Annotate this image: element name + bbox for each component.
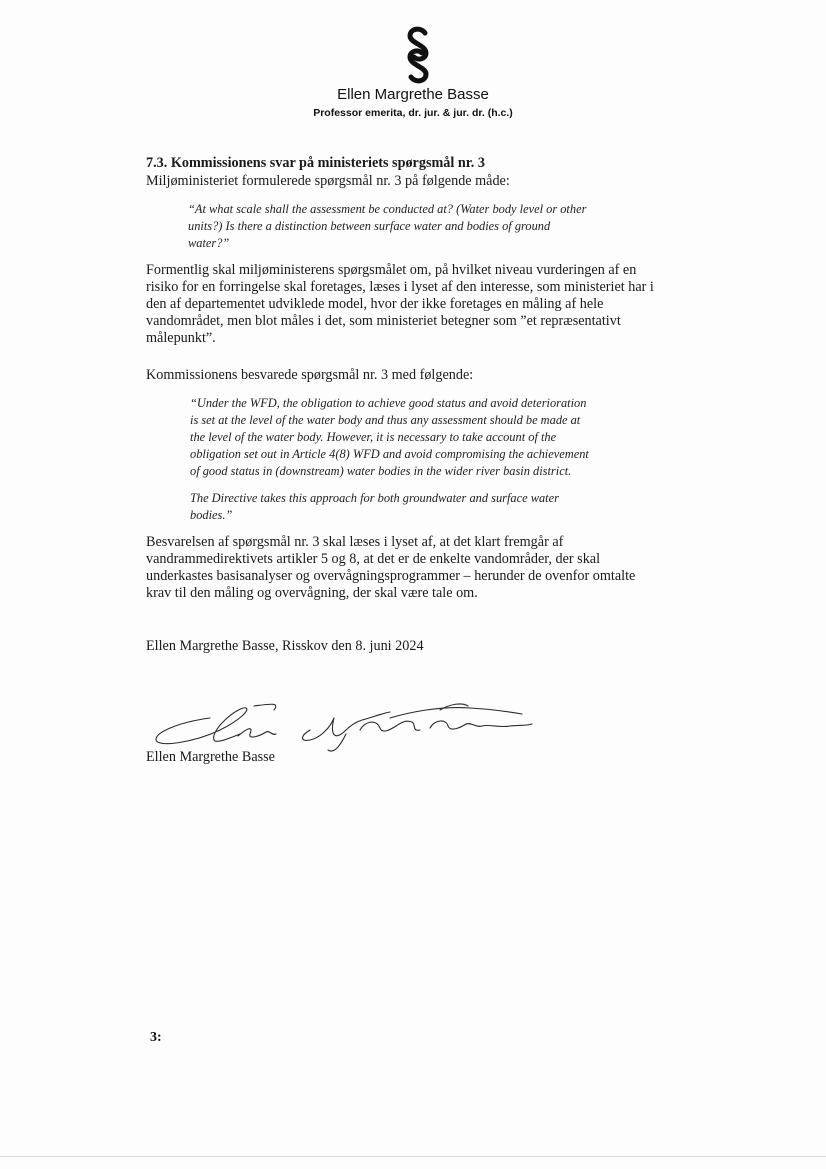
page-number: 3: <box>150 1030 162 1045</box>
para1-line: risiko for en forringelse skal foretages, læses i lyset af den interesse, som ministeriet har i <box>146 279 654 295</box>
letterhead-name: Ellen Margrethe Basse <box>337 86 489 103</box>
quote2-line: the level of the water body. However, it is necessary to take account of the <box>190 430 557 444</box>
quote3-line: bodies.” <box>190 508 233 522</box>
para1-line: den af departementet udviklede model, hvor der ikke foretages en måling af hele <box>146 296 604 312</box>
handwritten-signature <box>150 700 540 756</box>
letterhead-title: Professor emerita, dr. jur. & jur. dr. (h.c.) <box>313 107 513 119</box>
closing-place-date: Ellen Margrethe Basse, Risskov den 8. juni 2024 <box>146 638 424 654</box>
para3-line: Besvarelsen af spørgsmål nr. 3 skal læses i lyset af, at det klart fremgår af <box>146 534 564 550</box>
quote1-line: water?” <box>188 236 230 250</box>
quote3-line: The Directive takes this approach for both groundwater and surface water <box>190 491 559 505</box>
quote2-line: is set at the level of the water body and thus any assessment should be made at <box>190 413 581 427</box>
section-sign-icon <box>398 26 438 84</box>
quote2-line: of good status in (downstream) water bodies in the wider river basin district. <box>190 464 572 478</box>
quote2-line: obligation set out in Article 4(8) WFD and avoid compromising the achievement <box>190 447 589 461</box>
closing-signer-name: Ellen Margrethe Basse <box>146 749 275 765</box>
quote1-line: units?) Is there a distinction between surface water and bodies of ground <box>188 219 551 233</box>
section-heading: 7.3. Kommissionens svar på ministeriets spørgsmål nr. 3 <box>146 155 485 171</box>
quote1-line: “At what scale shall the assessment be conducted at? (Water body level or other <box>188 202 587 216</box>
para2: Kommissionens besvarede spørgsmål nr. 3 med følgende: <box>146 367 474 383</box>
quote2-line: “Under the WFD, the obligation to achieve good status and avoid deterioration <box>190 396 587 410</box>
para1-line: vandområdet, men blot måles i det, som ministeriet betegner som ”et repræsentativt <box>146 313 621 329</box>
section-intro: Miljøministeriet formulerede spørgsmål nr. 3 på følgende måde: <box>146 173 510 189</box>
para1-line: målepunkt”. <box>146 330 216 346</box>
para3-line: underkastes basisanalyser og overvågningsprogrammer – herunder de ovenfor omtalte <box>146 568 636 584</box>
para1-line: Formentlig skal miljøministerens spørgsmålet om, på hvilket niveau vurderingen af en <box>146 262 637 278</box>
para3-line: krav til den måling og overvågning, der skal være tale om. <box>146 585 478 601</box>
para3-line: vandrammedirektivets artikler 5 og 8, at det er de enkelte vandområder, der skal <box>146 551 601 567</box>
page-bottom-edge <box>0 1156 826 1157</box>
